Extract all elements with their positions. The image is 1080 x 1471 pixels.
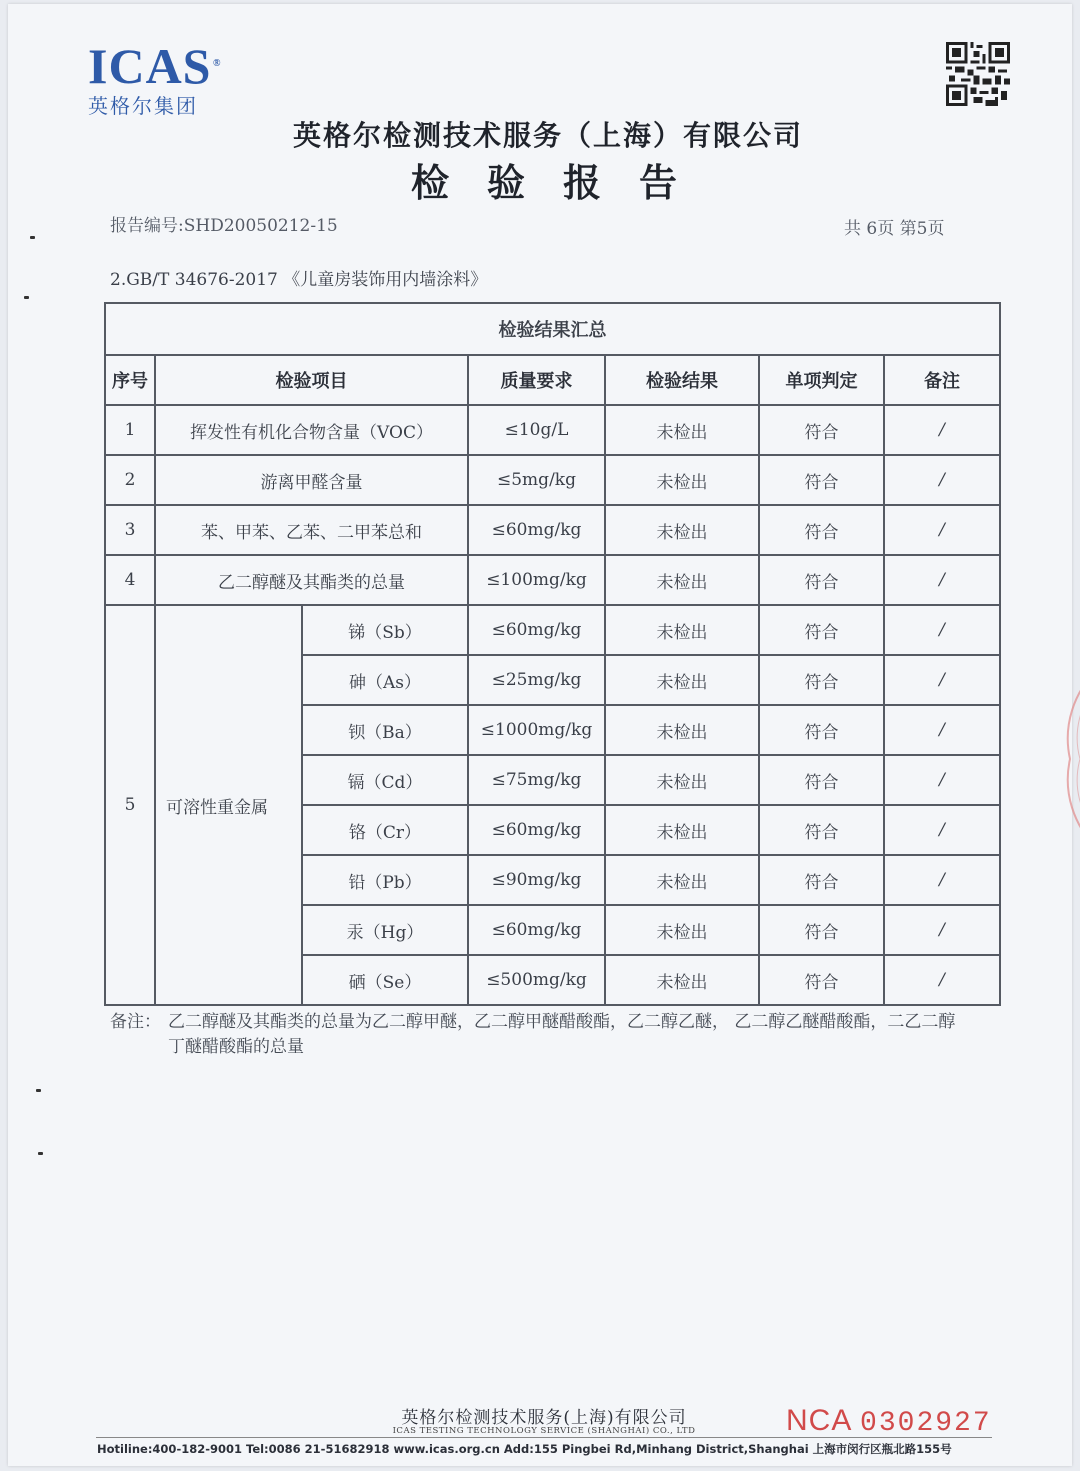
- row-requirement: ≤1000mg/kg: [468, 705, 605, 755]
- row-item: 铅（Pb）: [302, 855, 468, 905]
- scan-speck: [30, 236, 35, 239]
- row-requirement: ≤500mg/kg: [468, 955, 605, 1005]
- row-remark: /: [884, 705, 1000, 755]
- nca-number: 0302927: [860, 1408, 992, 1439]
- logo-mark: ICAS ®: [88, 38, 222, 94]
- row-result: 未检出: [605, 805, 759, 855]
- icas-logo: [88, 38, 222, 119]
- results-table: [104, 302, 1001, 1006]
- row-remark: /: [884, 805, 1000, 855]
- row-requirement: ≤90mg/kg: [468, 855, 605, 905]
- row-item: 乙二醇醚及其酯类的总量: [155, 555, 468, 605]
- row-item: 铬（Cr）: [302, 805, 468, 855]
- row-judgement: 符合: [759, 555, 884, 605]
- logo-subtitle: 英格尔集团: [88, 94, 198, 118]
- row-result: 未检出: [605, 705, 759, 755]
- row-item: 钡（Ba）: [302, 705, 468, 755]
- row-result: 未检出: [605, 605, 759, 655]
- scan-speck: [36, 1089, 41, 1092]
- row-remark: /: [884, 655, 1000, 705]
- row-result: 未检出: [605, 755, 759, 805]
- row-no: 2: [105, 455, 155, 505]
- row-result: 未检出: [605, 955, 759, 1005]
- header-no: 序号: [105, 355, 155, 405]
- header-item: 检验项目: [155, 355, 468, 405]
- row-result: 未检出: [605, 855, 759, 905]
- row-judgement: 符合: [759, 705, 884, 755]
- table-header-row: [105, 355, 1000, 405]
- row-item: 汞（Hg）: [302, 905, 468, 955]
- header-result: 检验结果: [605, 355, 759, 405]
- row-remark: /: [884, 505, 1000, 555]
- footer-company-en: ICAS TESTING TECHNOLOGY SERVICE (SHANGHAI) CO., LTD: [392, 1426, 696, 1436]
- table-row: [105, 405, 1000, 455]
- row-judgement: 符合: [759, 505, 884, 555]
- row-remark: /: [884, 455, 1000, 505]
- row-no: 4: [105, 555, 155, 605]
- document-title: 检验报告: [410, 160, 715, 205]
- row-no: 3: [105, 505, 155, 555]
- page-info: 共 6页 第5页: [844, 219, 945, 239]
- row-requirement: ≤25mg/kg: [468, 655, 605, 705]
- table-row: [105, 555, 1000, 605]
- row-requirement: ≤100mg/kg: [468, 555, 605, 605]
- row-result: 未检出: [605, 555, 759, 605]
- row-item: 砷（As）: [302, 655, 468, 705]
- seal-stamp-edge: [1058, 664, 1080, 854]
- row-item: 游离甲醛含量: [155, 455, 468, 505]
- row-result: 未检出: [605, 455, 759, 505]
- row-item: 挥发性有机化合物含量（VOC）: [155, 405, 468, 455]
- note-label: 备注：: [110, 1012, 161, 1032]
- report-page: [8, 4, 1072, 1466]
- row-judgement: 符合: [759, 855, 884, 905]
- footer-divider: [96, 1437, 992, 1438]
- row-item: 硒（Se）: [302, 955, 468, 1005]
- nca-prefix: NCA: [786, 1404, 851, 1437]
- footer-contact: Hotiline:400-182-9001 Tel:0086 21-51682918 www.icas.org.cn Add:155 Pingbei Rd,Minhang District,Shanghai 上海市闵行区瓶北路155号: [97, 1442, 952, 1456]
- header-remark: 备注: [884, 355, 1000, 405]
- row-item: 苯、甲苯、乙苯、二甲苯总和: [155, 505, 468, 555]
- row-no: 1: [105, 405, 155, 455]
- table-caption: 检验结果汇总: [105, 303, 1000, 355]
- row-judgement: 符合: [759, 605, 884, 655]
- header-requirement: 质量要求: [468, 355, 605, 405]
- registered-mark: ®: [213, 58, 222, 69]
- header-judgement: 单项判定: [759, 355, 884, 405]
- row-item: 锑（Sb）: [302, 605, 468, 655]
- row-result: 未检出: [605, 905, 759, 955]
- row-remark: /: [884, 905, 1000, 955]
- table-note: [110, 1010, 970, 1060]
- scan-speck: [24, 296, 29, 299]
- report-number: 报告编号:SHD20050212-15: [110, 216, 338, 236]
- row-requirement: ≤60mg/kg: [468, 805, 605, 855]
- row-requirement: ≤75mg/kg: [468, 755, 605, 805]
- table-caption-row: [105, 303, 1000, 355]
- row-requirement: ≤5mg/kg: [468, 455, 605, 505]
- row-requirement: ≤60mg/kg: [468, 905, 605, 955]
- row-remark: /: [884, 855, 1000, 905]
- group-name: 可溶性重金属: [155, 605, 302, 1005]
- table-row: [105, 455, 1000, 505]
- row-remark: /: [884, 405, 1000, 455]
- group-no: 5: [105, 605, 155, 1005]
- row-requirement: ≤60mg/kg: [468, 505, 605, 555]
- row-judgement: 符合: [759, 905, 884, 955]
- footer-company-cn: 英格尔检测技术服务(上海)有限公司: [401, 1408, 687, 1428]
- row-remark: /: [884, 955, 1000, 1005]
- row-requirement: ≤10g/L: [468, 405, 605, 455]
- table-row: [105, 505, 1000, 555]
- row-result: 未检出: [605, 405, 759, 455]
- row-remark: /: [884, 755, 1000, 805]
- row-judgement: 符合: [759, 755, 884, 805]
- row-result: 未检出: [605, 655, 759, 705]
- standard-reference: 2.GB/T 34676-2017 《儿童房装饰用内墙涂料》: [110, 270, 488, 290]
- scan-speck: [38, 1152, 43, 1155]
- row-judgement: 符合: [759, 455, 884, 505]
- qr-code-icon: [946, 42, 1010, 106]
- row-judgement: 符合: [759, 955, 884, 1005]
- note-text: 乙二醇醚及其酯类的总量为乙二醇甲醚，乙二醇甲醚醋酸酯，乙二醇乙醚， 乙二醇乙醚醋酸酯，二乙二醇丁醚醋酸酯的总量: [168, 1012, 956, 1057]
- row-requirement: ≤60mg/kg: [468, 605, 605, 655]
- company-name: 英格尔检测技术服务（上海）有限公司: [292, 119, 803, 152]
- row-result: 未检出: [605, 505, 759, 555]
- row-remark: /: [884, 555, 1000, 605]
- row-judgement: 符合: [759, 405, 884, 455]
- table-row: [105, 605, 1000, 655]
- row-item: 镉（Cd）: [302, 755, 468, 805]
- row-judgement: 符合: [759, 655, 884, 705]
- row-judgement: 符合: [759, 805, 884, 855]
- row-remark: /: [884, 605, 1000, 655]
